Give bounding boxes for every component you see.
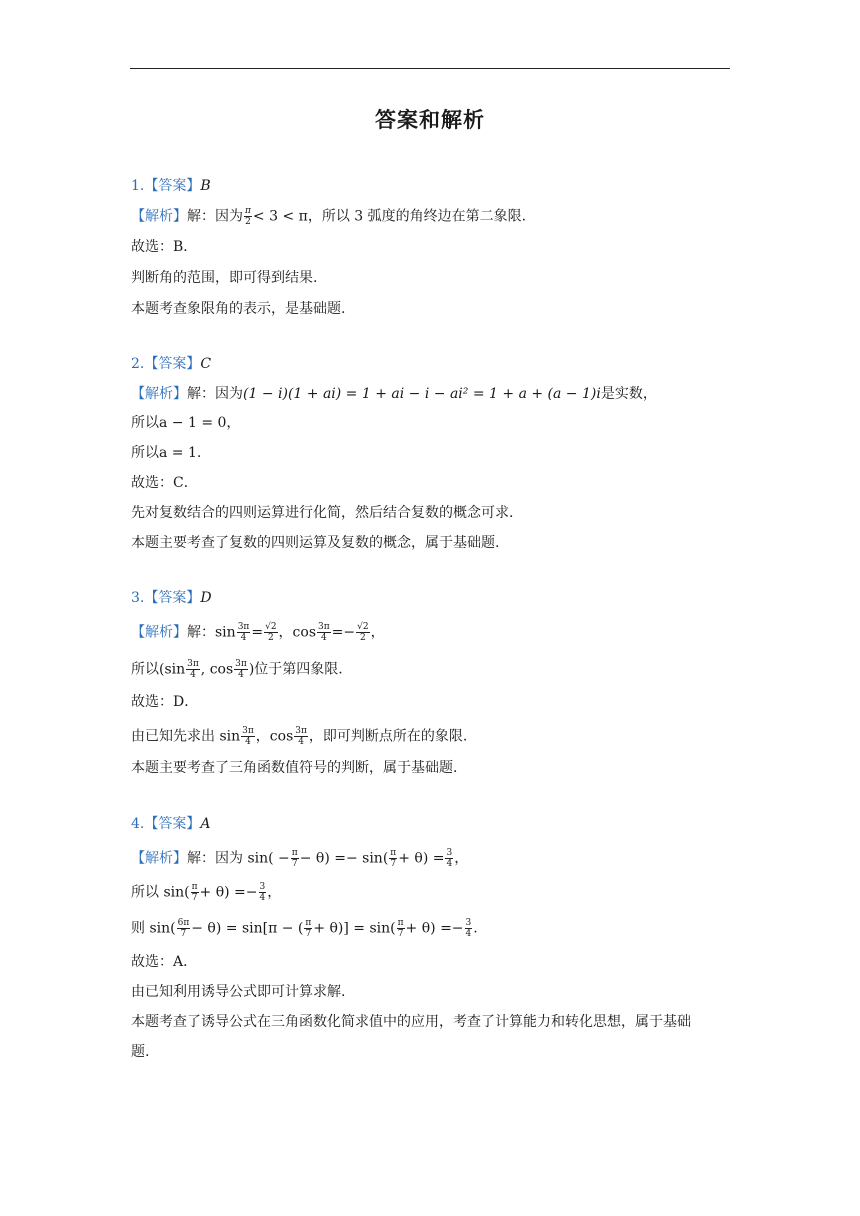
text: ，cos [255, 728, 294, 745]
header-rule [130, 68, 730, 69]
fraction [356, 622, 369, 643]
numerator: 3 [446, 848, 453, 858]
answer-label: 【答案】 [144, 178, 201, 194]
fraction [294, 726, 308, 747]
numerator: 3π [242, 726, 254, 736]
math-expression: (1 − i)(1 + ai) = 1 + ai − i − ai² = 1 + a + (a − 1)i [243, 386, 601, 402]
denominator: 7 [397, 929, 404, 939]
denominator: 7 [191, 893, 198, 903]
fraction [397, 918, 405, 939]
q3-line-5: 本题主要考查了三角函数值符号的判断，属于基础题. [131, 760, 458, 776]
q2-line-3: 所以a = 1. [131, 445, 202, 461]
numerator: 3 [465, 918, 472, 928]
numerator: 3π [295, 726, 307, 736]
numerator: 3π [235, 659, 247, 669]
numerator: 3 [259, 882, 266, 892]
numerator: 3π [187, 659, 199, 669]
fraction [186, 659, 200, 680]
fraction [317, 622, 331, 643]
text: + θ) =− [405, 920, 464, 937]
q4-line-3 [131, 918, 478, 939]
q1-number: 1. [131, 178, 145, 194]
fraction [244, 206, 252, 227]
text: ， [370, 624, 385, 641]
q4-number: 4. [131, 816, 145, 832]
q2-line-4: 故选：C． [131, 475, 198, 491]
q4-line-2 [131, 882, 281, 903]
q2-number: 2. [131, 356, 145, 372]
fraction [259, 882, 267, 903]
q4-line-6: 本题考查了诱导公式在三角函数化简求值中的应用，考查了计算能力和转化思想，属于基础 [131, 1014, 691, 1030]
q1-answer: B [200, 178, 211, 194]
numerator: π [305, 918, 312, 928]
numerator: π [397, 918, 404, 928]
text: )位于第四象限. [248, 661, 343, 678]
fraction [177, 918, 191, 939]
q2-analysis-line [131, 384, 657, 404]
denominator: 2 [245, 217, 251, 227]
text: + θ) =− [199, 884, 258, 901]
denominator: 4 [240, 633, 247, 643]
q1-line-4: 本题考查象限角的表示，是基础题. [131, 301, 346, 317]
denominator: 4 [245, 737, 251, 747]
denominator: 4 [190, 670, 196, 680]
denominator: 4 [259, 893, 266, 903]
q1-line-2: 故选：B． [131, 239, 198, 255]
numerator: π [291, 848, 298, 858]
page-title: 答案和解析 [375, 108, 485, 132]
q1-line-3: 判断角的范围，即可得到结果. [131, 270, 318, 286]
text: + θ) = [398, 850, 445, 867]
numerator: π [245, 206, 251, 216]
fraction [291, 848, 299, 869]
text: 是实数， [600, 386, 657, 402]
fraction [191, 882, 199, 903]
q4-line-7: 题. [131, 1044, 150, 1060]
denominator: 4 [238, 670, 244, 680]
analysis-label: 【解析】 [131, 624, 187, 641]
text: ，cos [278, 624, 317, 641]
fraction [264, 622, 277, 643]
text: 解：sin [187, 624, 236, 641]
fraction [465, 918, 473, 939]
q3-line-4 [131, 726, 467, 747]
text: − θ) = sin[π − ( [191, 920, 304, 937]
fraction [304, 918, 312, 939]
q3-analysis-line [131, 622, 385, 643]
answer-label: 【答案】 [144, 356, 201, 372]
q3-answer: D [200, 590, 212, 606]
text: 所以 sin( [131, 884, 190, 901]
denominator: 2 [267, 633, 274, 643]
fraction [445, 848, 453, 869]
q2-line-6: 本题主要考查了复数的四则运算及复数的概念，属于基础题. [131, 535, 500, 551]
denominator: 4 [320, 633, 327, 643]
answer-label: 【答案】 [144, 816, 201, 832]
text: 则 sin( [131, 920, 176, 937]
numerator: 6π [177, 918, 190, 928]
denominator: 2 [360, 633, 366, 643]
q4-line-4: 故选：A． [131, 954, 198, 970]
numerator: π [390, 848, 397, 858]
q1-analysis-line [131, 206, 526, 227]
q4-analysis-line [131, 848, 468, 869]
q2-line-5: 先对复数结合的四则运算进行化简，然后结合复数的概念可求. [131, 505, 514, 521]
fraction [234, 659, 248, 680]
q2-answer: C [200, 356, 212, 372]
text: 解：因为 sin( − [187, 850, 290, 867]
denominator: 7 [180, 929, 187, 939]
denominator: 4 [465, 929, 472, 939]
numerator: 3π [318, 622, 330, 632]
text: =− [331, 624, 356, 641]
text: , cos [200, 661, 234, 678]
text: 所以(sin [131, 661, 186, 678]
fraction [389, 848, 397, 869]
fraction [241, 726, 255, 747]
analysis-label: 【解析】 [131, 386, 187, 402]
text: + θ)] = sin( [313, 920, 396, 937]
numerator: √2 [265, 622, 277, 632]
text: ， [267, 884, 282, 901]
numerator: π [191, 882, 198, 892]
q3-line-2 [131, 659, 343, 680]
text: ， [454, 850, 469, 867]
q3-line-3: 故选：D． [131, 694, 199, 710]
numerator: √2 [357, 622, 369, 632]
q3-number: 3. [131, 590, 145, 606]
numerator: 3π [237, 622, 250, 632]
analysis-label: 【解析】 [131, 208, 187, 225]
text: 由已知先求出 sin [131, 728, 241, 745]
fraction [237, 622, 251, 643]
text: 解：因为 [187, 208, 243, 225]
denominator: 7 [305, 929, 312, 939]
q4-answer: A [200, 816, 211, 832]
denominator: 4 [298, 737, 304, 747]
q4-line-5: 由已知利用诱导公式即可计算求解. [131, 984, 346, 1000]
analysis-label: 【解析】 [131, 850, 187, 867]
q4-answer-line [131, 814, 210, 834]
q1-answer-line [131, 176, 211, 196]
q2-answer-line [131, 354, 211, 374]
text: ，即可判断点所在的象限. [308, 728, 468, 745]
text: . [473, 920, 478, 937]
q3-answer-line [131, 588, 212, 608]
text: = [251, 624, 264, 641]
text: < 3 < π，所以 3 弧度的角终边在第二象限. [252, 208, 527, 225]
q2-line-2: 所以a − 1 = 0， [131, 415, 241, 431]
denominator: 4 [446, 859, 453, 869]
text: − θ) =− sin( [299, 850, 389, 867]
denominator: 7 [390, 859, 397, 869]
answer-label: 【答案】 [144, 590, 201, 606]
denominator: 7 [291, 859, 298, 869]
text: 解：因为 [187, 386, 243, 402]
